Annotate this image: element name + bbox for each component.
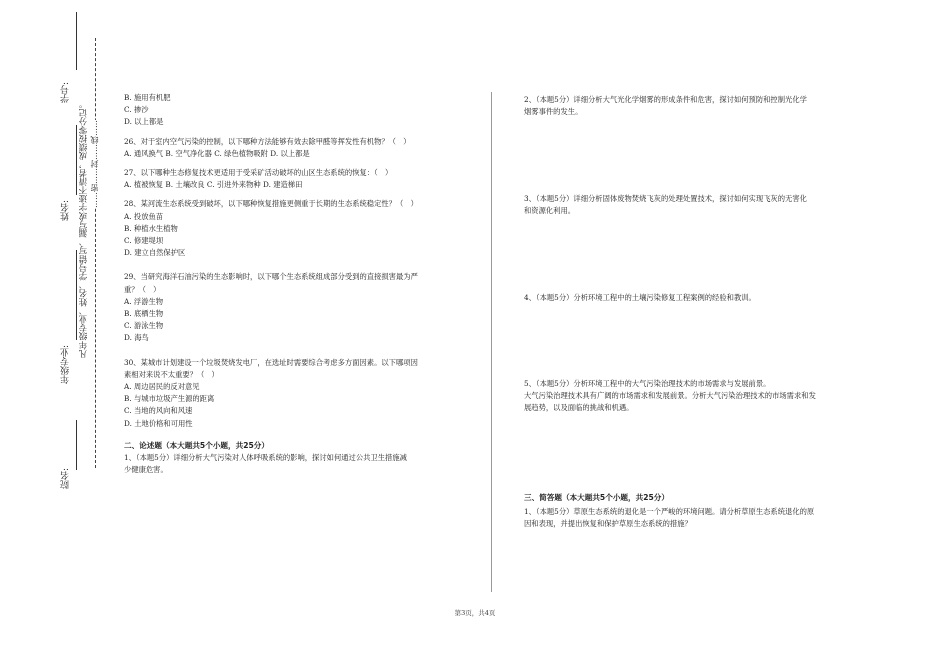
- q30-stem-line1: 30、某城市计划建设一个垃圾焚烧发电厂，在选址时需要综合考虑多方面因素。以下哪项因: [124, 357, 418, 367]
- binding-margin: [0, 0, 110, 672]
- page-footer: 第3页，共4页: [454, 609, 496, 617]
- right-column: [524, 0, 874, 600]
- grade-major-label: 年级专业:: [61, 345, 71, 385]
- q26-options: A. 通风换气 B. 空气净化器 C. 绿色植物吸附 D. 以上都是: [124, 148, 310, 158]
- essay5-line2: 大气污染治理技术具有广阔的市场需求和发展前景。分析大气污染治理技术的市场需求和发: [524, 391, 816, 401]
- school-line: [76, 420, 77, 470]
- q29-option-b: B. 底栖生物: [124, 309, 164, 319]
- q28-option-a: A. 投放鱼苗: [124, 211, 164, 221]
- q25-option-d: D. 以上都是: [124, 117, 164, 127]
- q25-option-b: B. 施用有机肥: [124, 93, 171, 102]
- essay5-line1: 5、（本题5分）分析环境工程中的大气污染治理技术的市场需求与发展前景。: [524, 379, 771, 388]
- q28-option-d: D. 建立自然保护区: [124, 248, 186, 258]
- short1-line1: 1、（本题5分）草原生态系统的退化是一个严峻的环境问题。请分析草原生态系统退化的原: [524, 507, 815, 517]
- q25-option-c: C. 掺沙: [124, 105, 149, 115]
- q28-stem: 28、某河流生态系统受到破坏，以下哪种恢复措施更侧重于长期的生态系统稳定性？（ ）: [124, 199, 418, 209]
- essay2-line2: 烟雾事件的发生。: [524, 107, 583, 117]
- q29-option-a: A. 浮游生物: [124, 296, 164, 306]
- column-divider: [491, 92, 492, 592]
- student-no-line: [76, 12, 77, 70]
- left-column: [124, 92, 474, 476]
- q29-stem-line2: 重？（ ）: [124, 284, 161, 294]
- school-label: 院名:: [61, 468, 71, 490]
- q28-option-b: B. 种植水生植物: [124, 223, 178, 233]
- grade-line: [76, 250, 77, 340]
- name-label: 姓名:: [61, 200, 71, 222]
- warning-text: 凡年级专业、姓名、学号错写、漏写或字迹不清者，成绩按零分记。: [79, 100, 89, 358]
- name-line: [76, 125, 77, 195]
- q27-stem: 27、以下哪种生态修复技术更适用于受采矿活动破坏的山区生态系统的恢复：（ ）: [124, 168, 393, 178]
- q30-stem-line2: 素相对来说不太重要？（ ）: [124, 369, 219, 379]
- q28-option-c: C. 修建堤坝: [124, 236, 164, 246]
- q30-option-a: A. 周边居民的反对意见: [124, 382, 200, 392]
- essay3-line1: 3、（本题5分）详细分析固体废物焚烧飞灰的处理处置技术，探讨如何实现飞灰的无害化: [524, 194, 807, 203]
- student-no-label: 学号:: [61, 82, 71, 104]
- essay4-line1: 4、（本题5分）分析环境工程中的土壤污染修复工程案例的经验和教训。: [524, 293, 756, 302]
- q30-option-d: D. 土地价格和可用性: [124, 418, 193, 428]
- section3-title: 三、简答题（本大题共5个小题，共25分）: [524, 493, 669, 502]
- essay2-line1: 2、（本题5分）详细分析大气光化学烟雾的形成条件和危害，探讨如何预防和控制光化学: [524, 95, 807, 104]
- essay3-line2: 和资源化利用。: [524, 206, 576, 216]
- q30-option-b: B. 与城市垃圾产生源的距离: [124, 394, 215, 404]
- essay1-line2: 少健康危害。: [124, 465, 168, 475]
- short1-line2: 因和表现，并提出恢复和保护草原生态系统的措施？: [524, 519, 692, 529]
- essay5-line3: 展趋势，以及面临的挑战和机遇。: [524, 403, 634, 413]
- q29-option-c: C. 游泳生物: [124, 321, 164, 331]
- seal-mark: ……密……封……线……: [90, 120, 99, 208]
- section2-title: 二、论述题（本大题共5个小题，共25分）: [124, 440, 269, 450]
- seal-dotted-line: [95, 38, 96, 468]
- q27-options: A. 植被恢复 B. 土壤改良 C. 引进外来物种 D. 建造梯田: [124, 180, 303, 190]
- q30-option-c: C. 当地的风向和风速: [124, 406, 193, 416]
- q29-stem-line1: 29、当研究海洋石油污染的生态影响时，以下哪个生态系统组成部分受到的直接损害最为严: [124, 272, 418, 282]
- q29-option-d: D. 海鸟: [124, 333, 149, 343]
- q26-stem: 26、对于室内空气污染的控制，以下哪种方法能够有效去除甲醛等挥发性有机物？（ ）: [124, 136, 411, 146]
- essay1-line1: 1、（本题5分）详细分析大气污染对人体呼吸系统的影响，探讨如何通过公共卫生措施减: [124, 453, 407, 463]
